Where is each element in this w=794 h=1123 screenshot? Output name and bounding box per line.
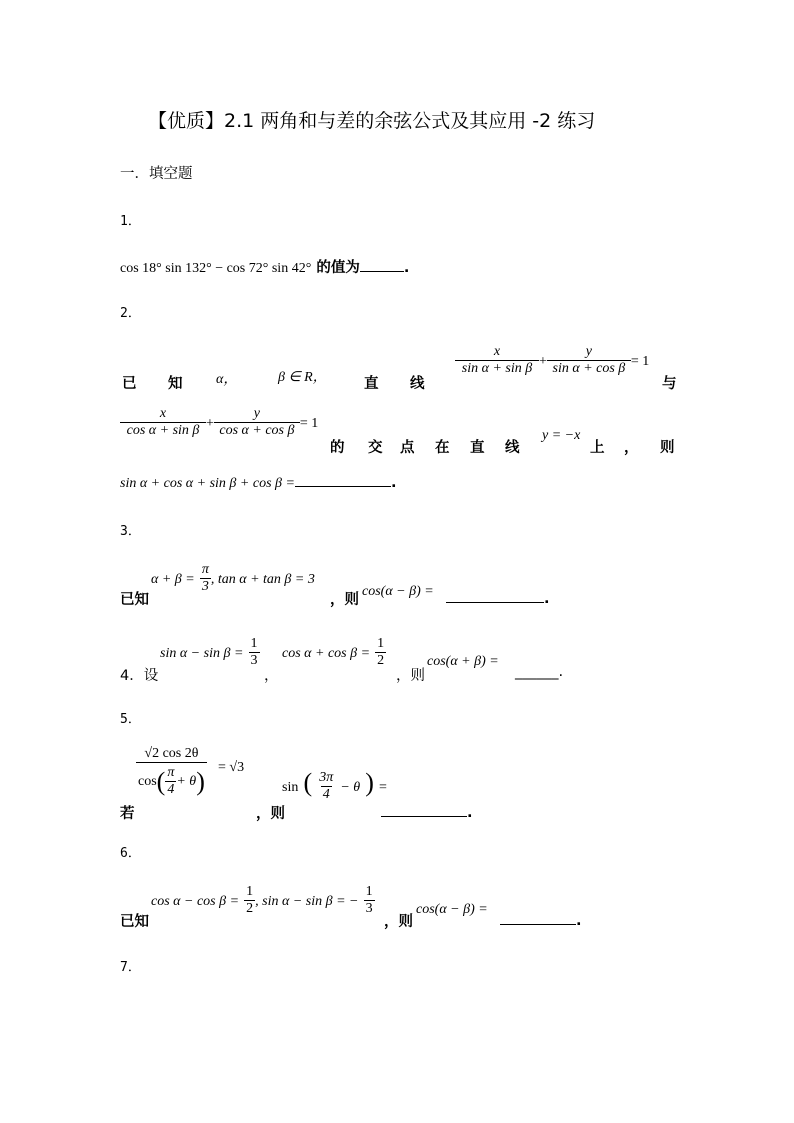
q2-word: 点 (400, 440, 415, 456)
fraction-numerator: x (159, 406, 167, 421)
q6-end: . (576, 913, 582, 929)
q6-expr2: , sin α − sin β = − (255, 894, 359, 910)
q2-answer-blank[interactable] (295, 474, 391, 487)
q4-fraction1 (249, 636, 260, 669)
plus-theta: + θ (176, 773, 197, 789)
fraction-denominator: 4 (167, 782, 175, 798)
q5-equals-root3: = √3 (218, 760, 245, 775)
q4-expr1: sin α − sin β = (160, 646, 244, 662)
q2-ask-line (120, 472, 396, 492)
q4-number: 4．设 (120, 668, 159, 684)
equals-one: = 1 (299, 416, 319, 432)
plus-sign: + (539, 354, 547, 370)
q4-comma: ， (264, 668, 279, 684)
q2-line-expression: y = −x (542, 428, 581, 443)
fraction-numerator: y (253, 406, 261, 421)
q4-then: ，则 (396, 668, 425, 684)
q5-ask: sin ( $\frac{3\pi}{4}$ − θ ) = (282, 768, 387, 803)
q5-number: 5． (120, 712, 141, 727)
equals-one: = 1 (630, 354, 650, 370)
q2-word: 知 (168, 376, 183, 392)
q2-word: 线 (505, 440, 520, 456)
fraction-numerator: 3π (319, 770, 334, 785)
fraction-denominator: 2 (246, 901, 254, 917)
q3-number: 3． (120, 524, 141, 539)
q2-end: . (390, 475, 397, 491)
q1-number: 1． (120, 214, 141, 229)
q6-answer-area (500, 910, 582, 929)
fraction-numerator: 1 (250, 636, 258, 651)
q1-expression: cos 18° sin 132° − cos 72° sin 42° (120, 261, 312, 276)
q2-word: 直 (364, 376, 379, 392)
q2-number: 2． (120, 306, 141, 321)
q3-expression: cos(α − β) = (362, 584, 434, 599)
q6-fraction2 (364, 884, 375, 917)
fraction-denominator: 3 (201, 579, 209, 595)
q2-word: 直 (470, 440, 485, 456)
q4-condition2 (282, 636, 386, 669)
fraction-numerator: π (167, 765, 175, 781)
q2-line2-equation (120, 406, 318, 439)
q2-word: 已 (122, 376, 137, 392)
q2-word: 上 (590, 440, 605, 456)
q1-tail: 的值为 (316, 260, 360, 276)
fraction-numerator: x (493, 344, 501, 359)
q2-condition: β ∈ R， (278, 370, 327, 385)
three-pi-over-four (317, 770, 335, 803)
q4-fraction2 (375, 636, 386, 669)
fraction-denominator: 3 (250, 653, 258, 669)
fraction-denominator: cos ( $\frac{\pi}{4}$ + θ ) (136, 762, 207, 798)
q1-answer-blank[interactable] (360, 259, 404, 272)
q4-answer (515, 664, 563, 680)
q2-word: 交 (368, 440, 383, 456)
q2-word: 线 (410, 376, 425, 392)
q3-then: ，则 (330, 592, 359, 608)
q4-end: . (558, 664, 564, 680)
q3-tan-condition: , tan α + tan β = 3 (210, 572, 315, 588)
fraction-numerator: y (585, 344, 593, 359)
q3-prefix: 已知 (120, 592, 149, 608)
section-heading: 一．填空题 (120, 166, 193, 182)
q4-expr2: cos α + cos β = (282, 646, 371, 662)
q3-answer-blank[interactable] (446, 590, 544, 603)
fraction-numerator: √2 cos 2θ (144, 746, 199, 761)
q2-alpha: α， (216, 372, 238, 387)
q2-expression: sin α + cos α + sin β + cos β = (120, 476, 295, 491)
q3-lhs: α + β = (151, 572, 195, 588)
q6-then: ，则 (384, 914, 413, 930)
fraction-denominator: sin α + sin β (455, 360, 539, 377)
q2-word: 的 (330, 440, 345, 456)
cos-label: cos (138, 773, 157, 789)
fraction-numerator: 1 (246, 884, 254, 899)
q5-answer-blank[interactable] (381, 804, 467, 817)
fraction-numerator: 1 (365, 884, 373, 899)
q2-word: 与 (662, 376, 677, 392)
q3-pi-over-three (200, 562, 211, 595)
q5-end: . (467, 805, 473, 821)
page-title: 【优质】2.1 两角和与差的余弦公式及其应用 -2 练习 (148, 110, 596, 132)
q5-answer-area (381, 802, 473, 821)
q2-line2-fraction1 (120, 406, 206, 439)
q5-condition (136, 746, 207, 798)
q3-condition (151, 562, 315, 595)
q6-answer-blank[interactable] (500, 912, 576, 925)
q5-then: ，则 (256, 806, 285, 822)
minus-theta: − θ (340, 780, 361, 796)
q3-ask (362, 580, 434, 600)
q2-line2-fraction2 (214, 406, 300, 439)
q3-answer-area (446, 588, 550, 607)
q1-end: . (403, 260, 410, 276)
q5-ruo: 若 (120, 806, 135, 822)
q4-expression: cos(α + β) = (427, 654, 499, 669)
q3-end: . (544, 591, 550, 607)
fraction-denominator: cos α + cos β (214, 422, 300, 439)
equals-sign: = (379, 780, 387, 796)
fraction-denominator: 2 (377, 653, 385, 669)
fraction-numerator: 1 (377, 636, 385, 651)
q4-answer-blank[interactable]: ______ (515, 664, 559, 680)
fraction-denominator: 4 (322, 787, 330, 803)
pi-over-four (165, 765, 176, 798)
fraction-denominator: 3 (365, 901, 373, 917)
q6-fraction1 (244, 884, 255, 917)
q4-condition1 (160, 636, 260, 669)
q2-line1-fraction1 (455, 344, 539, 377)
q7-number: 7． (120, 960, 141, 975)
q6-prefix: 已知 (120, 914, 149, 930)
q2-word: 则 (660, 440, 675, 456)
fraction-denominator: sin α + cos β (547, 360, 631, 377)
q6-number: 6． (120, 846, 141, 861)
q2-word: 在 (435, 440, 450, 456)
q5-big-fraction (136, 746, 207, 798)
fraction-denominator: cos α + sin β (120, 422, 206, 439)
q6-expr1: cos α − cos β = (151, 894, 240, 910)
q6-condition (151, 884, 375, 917)
plus-sign: + (206, 416, 214, 432)
q2-line1-fraction2 (547, 344, 631, 377)
q2-line1-equation (455, 344, 649, 377)
q2-word: ， (624, 440, 639, 456)
sin-label: sin (282, 780, 299, 796)
fraction-numerator: π (201, 562, 209, 577)
q1-line (120, 256, 409, 277)
q6-expression: cos(α − β) = (416, 902, 488, 917)
